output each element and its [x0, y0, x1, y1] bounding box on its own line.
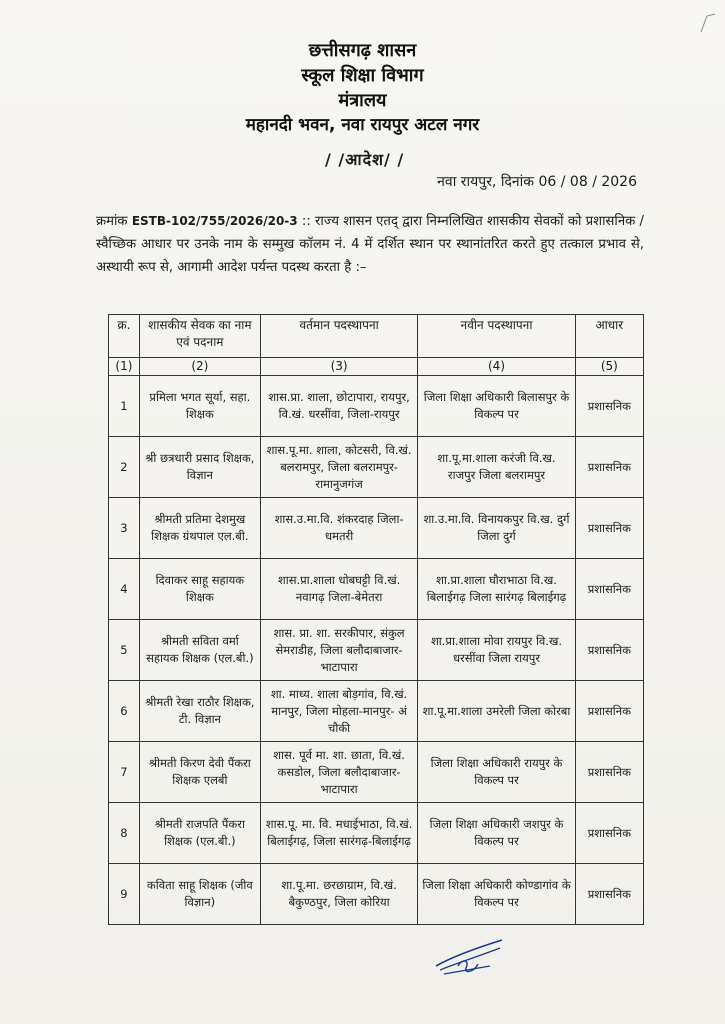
- cell-new: शा.उ.मा.वि. विनायकपुर वि.ख. दुर्ग जिला दुर्ग: [418, 498, 575, 559]
- header-current: वर्तमान पदस्थापना: [260, 315, 417, 358]
- signature-mark: [430, 936, 510, 978]
- cell-sn: 7: [109, 742, 140, 803]
- cell-name: प्रमिला भगत सूर्या, सहा. शिक्षक: [139, 376, 260, 437]
- kramank-label: क्रमांक: [96, 214, 128, 229]
- cell-name: श्रीमती रेखा राठौर शिक्षक, टी. विज्ञान: [139, 681, 260, 742]
- dateline: [437, 172, 637, 191]
- cell-basis: प्रशासनिक: [575, 559, 643, 620]
- colnum-3: (3): [260, 358, 417, 376]
- cell-sn: 8: [109, 803, 140, 864]
- cell-sn: 2: [109, 437, 140, 498]
- cell-current: शास. प्रा. शा. सरकीपार, संकुल सेमराडीह, जिला बलौदाबाजार- भाटापारा: [260, 620, 417, 681]
- cell-name: श्रीमती राजपति पैंकरा शिक्षक (एल.बी.): [139, 803, 260, 864]
- cell-name: श्री छत्रधारी प्रसाद शिक्षक, विज्ञान: [139, 437, 260, 498]
- cell-new: जिला शिक्षा अधिकारी रायपुर के विकल्प पर: [418, 742, 575, 803]
- cell-name: श्रीमती प्रतिमा देशमुख शिक्षक ग्रंथपाल एल.बी.: [139, 498, 260, 559]
- order-title: / /आदेश/ /: [325, 150, 405, 169]
- reference-number: ESTB-102/755/2026/20-3: [131, 214, 298, 228]
- cell-sn: 4: [109, 559, 140, 620]
- table-row: [109, 376, 644, 437]
- cell-basis: प्रशासनिक: [575, 620, 643, 681]
- table-row: [109, 803, 644, 864]
- department-name: स्कूल शिक्षा विभाग: [301, 65, 424, 86]
- cell-current: शास.उ.मा.वि. शंकरदाह जिला-धमतरी: [260, 498, 417, 559]
- cell-sn: 5: [109, 620, 140, 681]
- colnum-5: (5): [575, 358, 643, 376]
- cell-basis: प्रशासनिक: [575, 498, 643, 559]
- header-new: नवीन पदस्थापना: [418, 315, 575, 358]
- cell-sn: 9: [109, 864, 140, 925]
- cell-current: शा. माध्य. शाला बोड़गांव, वि.खं. मानपुर, जिला मोहला-मानपुर- अं चौकी: [260, 681, 417, 742]
- header-basis: आधार: [575, 315, 643, 358]
- cell-basis: प्रशासनिक: [575, 376, 643, 437]
- table-row: [109, 498, 644, 559]
- column-number-row: [109, 358, 644, 376]
- cell-basis: प्रशासनिक: [575, 742, 643, 803]
- dateline-date: 06 / 08 / 2026: [538, 174, 637, 190]
- cell-basis: प्रशासनिक: [575, 803, 643, 864]
- table-row: [109, 742, 644, 803]
- cell-name: श्रीमती किरण देवी पैंकरा शिक्षक एलबी: [139, 742, 260, 803]
- cell-new: शा.पू.मा.शाला उमरेली जिला कोरबा: [418, 681, 575, 742]
- intro-paragraph: [96, 210, 644, 279]
- address-line: महानदी भवन, नवा रायपुर अटल नगर: [245, 115, 480, 135]
- cell-current: शा.पू.मा. छरछाग्राम, वि.खं. बैकुण्ठपुर, जिला कोरिया: [260, 864, 417, 925]
- table-row: [109, 437, 644, 498]
- cell-new: शा.प्रा.शाला घौराभाठा वि.ख. बिलाईगढ़ जिला सारंगढ़ बिलाईगढ़: [418, 559, 575, 620]
- table-row: [109, 864, 644, 925]
- colnum-4: (4): [418, 358, 575, 376]
- table-row: [109, 620, 644, 681]
- colnum-1: (1): [109, 358, 140, 376]
- colnum-2: (2): [139, 358, 260, 376]
- dateline-place: नवा रायपुर, दिनांक: [437, 174, 535, 190]
- cell-current: शास. पूर्व मा. शा. छाता, वि.खं. कसडोल, जिला बलौदाबाजार- भाटापारा: [260, 742, 417, 803]
- govt-name: छत्तीसगढ़ शासन: [308, 40, 417, 61]
- header-sn: क्र.: [109, 315, 140, 358]
- cell-current: शास.पू.मा. शाला, कोटसरी, वि.खं. बलरामपुर, जिला बलरामपुर-रामानुजगंज: [260, 437, 417, 498]
- cell-name: कविता साहू शिक्षक (जीव विज्ञान): [139, 864, 260, 925]
- ministry-label: मंत्रालय: [338, 90, 387, 111]
- cell-basis: प्रशासनिक: [575, 864, 643, 925]
- cell-new: जिला शिक्षा अधिकारी बिलासपुर के विकल्प पर: [418, 376, 575, 437]
- cell-current: शास.प्रा. शाला, छोटापारा, रायपुर, वि.खं. धरसींवा, जिला-रायपुर: [260, 376, 417, 437]
- intro-text: :: राज्य शासन एतद् द्वारा निम्नलिखित शासकीय सेवकों को प्रशासनिक / स्वैच्छिक आधार पर उनके नाम के सम्मुख कॉलम नं. 4 में दर्शित स्थान पर स्थानांतरित करते हुए तत्काल प्रभाव से, अस्थायी रूप से, आगामी आदेश पर्यन्त पदस्थ करता है :–: [96, 214, 644, 275]
- cell-sn: 3: [109, 498, 140, 559]
- cell-new: जिला शिक्षा अधिकारी जशपुर के विकल्प पर: [418, 803, 575, 864]
- cell-current: शास.प्रा.शाला धोबघट्टी वि.खं. नवागढ़ जिला-बेमेतरा: [260, 559, 417, 620]
- header-name: शासकीय सेवक का नाम एवं पदनाम: [139, 315, 260, 358]
- cell-sn: 1: [109, 376, 140, 437]
- transfer-table: [108, 314, 644, 925]
- letterhead: [0, 38, 725, 138]
- cell-name: दिवाकर साहू सहायक शिक्षक: [139, 559, 260, 620]
- cell-name: श्रीमती सविता वर्मा सहायक शिक्षक (एल.बी.): [139, 620, 260, 681]
- corner-mark-icon: [699, 12, 717, 34]
- table-row: [109, 559, 644, 620]
- cell-current: शास.पू. मा. वि. मधाईभाठा, वि.खं. बिलाईगढ़, जिला सारंगढ़-बिलाईगढ़: [260, 803, 417, 864]
- cell-basis: प्रशासनिक: [575, 437, 643, 498]
- cell-new: शा.प्रा.शाला मोवा रायपुर वि.ख. धरसींवा जिला रायपुर: [418, 620, 575, 681]
- cell-new: जिला शिक्षा अधिकारी कोण्डागांव के विकल्प पर: [418, 864, 575, 925]
- table-row: [109, 681, 644, 742]
- cell-new: शा.पू.मा.शाला करंजी वि.ख. राजपुर जिला बलरामपुर: [418, 437, 575, 498]
- cell-sn: 6: [109, 681, 140, 742]
- table-header-row: [109, 315, 644, 358]
- cell-basis: प्रशासनिक: [575, 681, 643, 742]
